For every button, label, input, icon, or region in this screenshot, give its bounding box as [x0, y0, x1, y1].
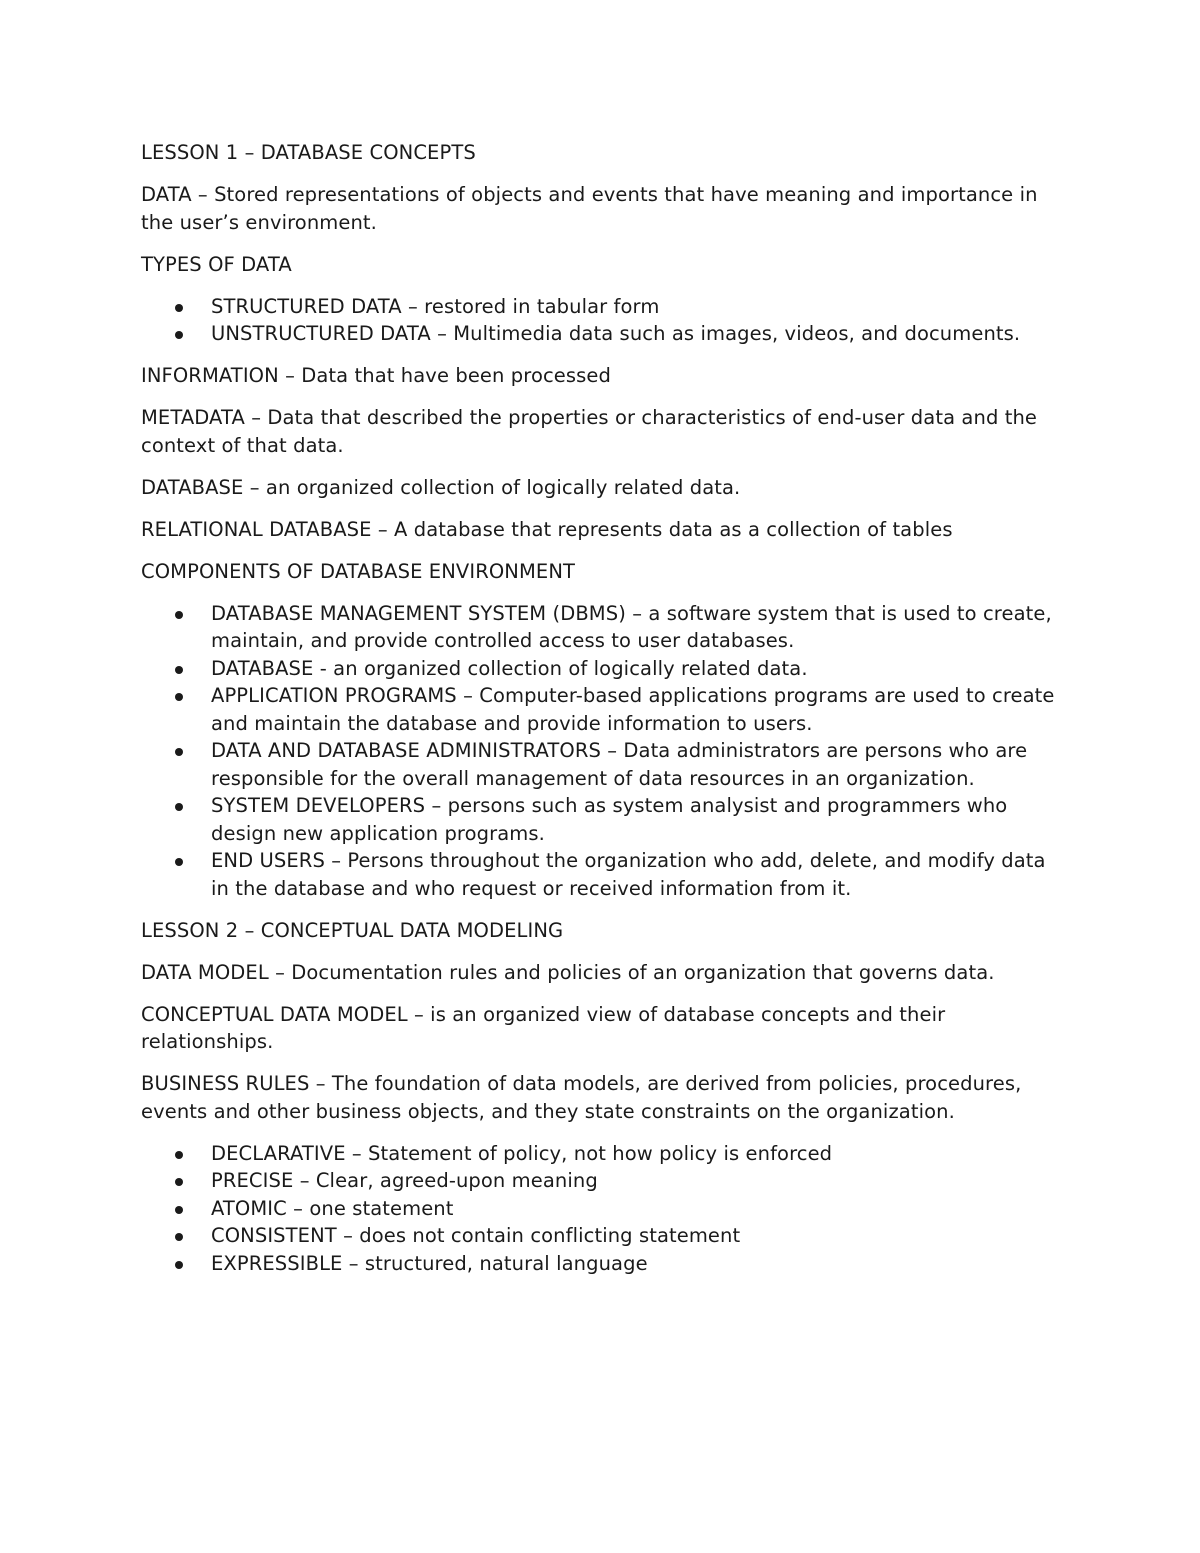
list-item: [141, 1140, 1061, 1168]
list-item: [141, 600, 1061, 655]
list-item-text: PRECISE – Clear, agreed-upon meaning: [211, 1169, 598, 1192]
components-heading: COMPONENTS OF DATABASE ENVIRONMENT: [141, 559, 576, 583]
bullet-icon: [175, 611, 183, 619]
list-item: [141, 847, 1061, 902]
list-item-text: UNSTRUCTURED DATA – Multimedia data such as images, videos, and documents.: [211, 322, 1021, 345]
database-definition: DATABASE – an organized collection of logically related data.: [141, 475, 741, 499]
list-item-text: STRUCTURED DATA – restored in tabular form: [211, 294, 660, 318]
document-page: [141, 139, 1061, 1292]
list-item-text: DATABASE MANAGEMENT SYSTEM (DBMS) – a software system that is used to create, maintain, and provide controlled access to user databases.: [211, 601, 1052, 652]
bullet-icon: [175, 1178, 183, 1186]
bullet-icon: [175, 331, 183, 339]
bullet-icon: [175, 1206, 183, 1214]
list-item: [141, 655, 1061, 683]
list-item-text: CONSISTENT – does not contain conflicting statement: [211, 1224, 741, 1247]
components-list: [141, 600, 1061, 903]
metadata-definition: METADATA – Data that described the properties or characteristics of end-user data and the context of that data.: [141, 406, 1038, 457]
list-item: [141, 682, 1061, 737]
list-item: [141, 1250, 1061, 1278]
list-item-text: SYSTEM DEVELOPERS – persons such as system analysist and programmers who design new application programs.: [211, 794, 1008, 845]
list-item-text: ATOMIC – one statement: [211, 1196, 454, 1220]
bullet-icon: [175, 666, 183, 674]
lesson2-title: LESSON 2 – CONCEPTUAL DATA MODELING: [141, 918, 564, 942]
list-item-text: APPLICATION PROGRAMS – Computer-based applications programs are used to create and maintain the database and provide information to users.: [211, 684, 1055, 735]
list-item: [141, 293, 1061, 321]
bullet-icon: [175, 1151, 183, 1159]
conceptual-data-model-definition: CONCEPTUAL DATA MODEL – is an organized view of database concepts and their relationships.: [141, 1002, 946, 1053]
bullet-icon: [175, 1233, 183, 1241]
list-item-text: EXPRESSIBLE – structured, natural language: [211, 1251, 648, 1275]
data-model-definition: DATA MODEL – Documentation rules and policies of an organization that governs data.: [141, 960, 995, 984]
types-of-data-list: [141, 293, 1061, 348]
list-item-text: DATABASE - an organized collection of logically related data.: [211, 656, 808, 680]
list-item-text: DATA AND DATABASE ADMINISTRATORS – Data administrators are persons who are responsible for the overall management of data resources in an organization.: [211, 739, 1028, 790]
list-item: [141, 1222, 1061, 1250]
relational-database-definition: RELATIONAL DATABASE – A database that represents data as a collection of tables: [141, 517, 953, 541]
lesson1-title: LESSON 1 – DATABASE CONCEPTS: [141, 141, 476, 164]
list-item: [141, 737, 1061, 792]
list-item: [141, 1167, 1061, 1195]
bullet-icon: [175, 748, 183, 756]
business-rules-definition: BUSINESS RULES – The foundation of data models, are derived from policies, procedures, events and other business objects, and they state constraints on the organization.: [141, 1072, 1022, 1123]
bullet-icon: [175, 693, 183, 701]
bullet-icon: [175, 304, 183, 312]
list-item: [141, 792, 1061, 847]
information-definition: INFORMATION – Data that have been processed: [141, 364, 611, 387]
bullet-icon: [175, 858, 183, 866]
list-item-text: DECLARATIVE – Statement of policy, not how policy is enforced: [211, 1141, 833, 1165]
business-rule-traits-list: [141, 1140, 1061, 1278]
data-definition: DATA – Stored representations of objects and events that have meaning and importance in the user’s environment.: [141, 183, 1038, 234]
bullet-icon: [175, 1261, 183, 1269]
types-of-data-heading: TYPES OF DATA: [141, 252, 292, 276]
list-item: [141, 1195, 1061, 1223]
list-item: [141, 320, 1061, 348]
bullet-icon: [175, 803, 183, 811]
list-item-text: END USERS – Persons throughout the organization who add, delete, and modify data in the database and who request or received information from it.: [211, 849, 1046, 900]
